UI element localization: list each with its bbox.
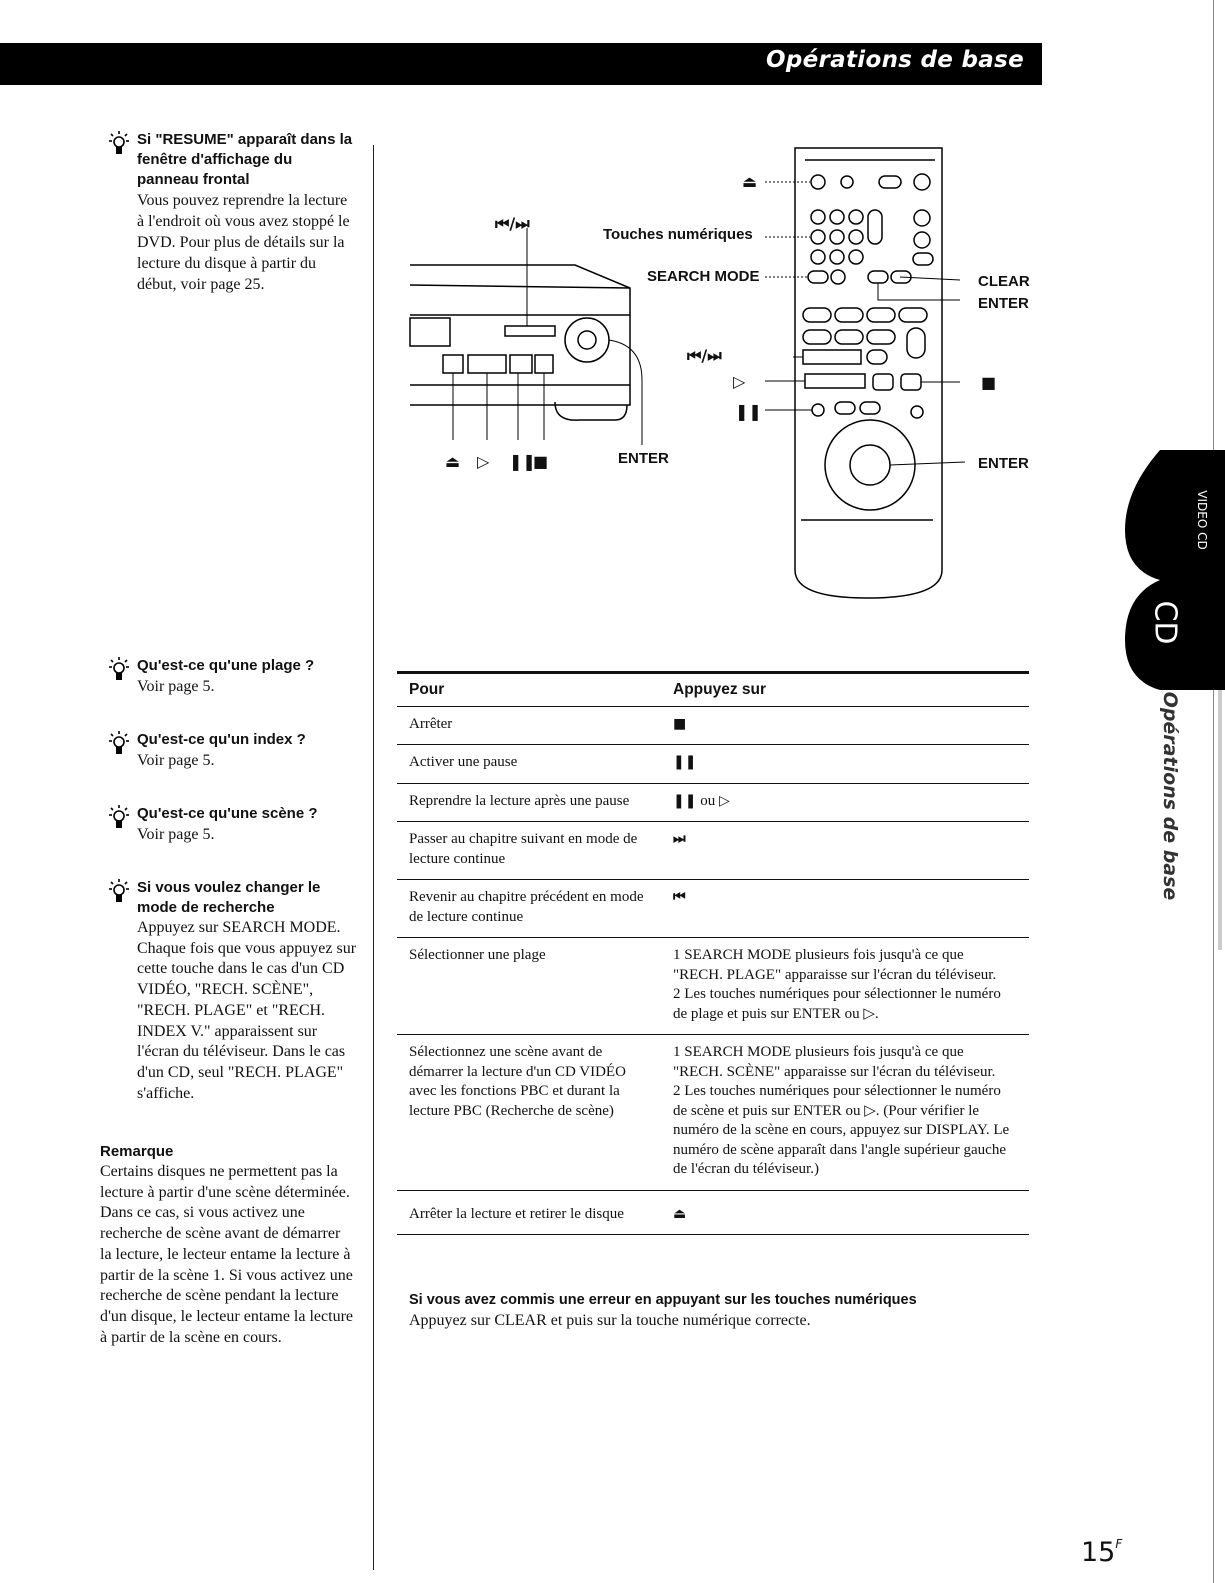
- step-1: 1 SEARCH MODE plusieurs fois jusqu'à ce que "RECH. SCÈNE" apparaisse sur l'écran du téléviseur.: [673, 1044, 996, 1080]
- lightbulb-icon: [108, 878, 130, 904]
- pause-icon: ❚❚: [735, 402, 762, 421]
- play-icon: ▷: [718, 792, 730, 809]
- error-note-title: Si vous avez commis une erreur en appuyant sur les touches numériques: [409, 1292, 917, 1308]
- tip-title: Qu'est-ce qu'une plage ?: [137, 657, 315, 674]
- step-2: 2 Les touches numériques pour sélectionner le numéro de scène et puis sur ENTER ou ▷. (Pour vérifier le numéro de la scène en cours, appuyez sur DISPLAY. Le numéro de scène apparaît dans l'angle supérieur gauche de l'écran du téléviseur.): [673, 1083, 1010, 1177]
- numeric-keys-label: Touches numériques: [603, 226, 753, 243]
- or-text: ou: [696, 792, 719, 809]
- remark-title: Remarque: [100, 1143, 174, 1160]
- lightbulb-icon: [108, 656, 130, 682]
- row-action: Revenir au chapitre précédent en mode de lecture continue: [409, 889, 644, 925]
- table-row: [397, 783, 1029, 822]
- row-action: Arrêter la lecture et retirer le disque: [409, 1205, 624, 1222]
- row-action: Arrêter: [409, 715, 453, 732]
- row-action: Sélectionnez une scène avant de démarrer la lecture d'un CD VIDÉO avec les fonctions PBC et durant la lecture PBC (Recherche de scène): [409, 1044, 626, 1119]
- column-divider: [373, 145, 374, 1570]
- table-header-row: [397, 673, 1029, 707]
- table-row: [397, 1035, 1029, 1191]
- table-row: [397, 880, 1029, 938]
- tip-text: Appuyez sur SEARCH MODE. Chaque fois que vous appuyez sur cette touche dans le cas d'un CD VIDÉO, "RECH. SCÈNE", "RECH. PLAGE" et "RECH. INDEX V." apparaissent sur l'écran du téléviseur. Dans le cas d'un CD, seul "RECH. PLAGE" s'affiche.: [137, 919, 357, 1102]
- front-eject-icon: ⏏: [445, 452, 461, 471]
- row-action: Sélectionner une plage: [409, 947, 546, 963]
- vertical-section-label: Opérations de base: [1159, 691, 1181, 901]
- tip-scene: [108, 804, 358, 845]
- page-number-value: 15: [1081, 1537, 1116, 1568]
- row-action: Passer au chapitre suivant en mode de lecture continue: [409, 831, 638, 867]
- table-row: [397, 1190, 1029, 1235]
- previous-icon: ⏮: [673, 889, 686, 905]
- skip-buttons-label: ⏮/⏭: [495, 214, 530, 233]
- tip-text: Vous pouvez reprendre la lecture à l'endroit où vous avez stoppé le DVD. Pour plus de détails sur la lecture du disque à partir du début, voir page 25.: [137, 192, 350, 293]
- lightbulb-icon: [108, 730, 130, 756]
- eject-icon: ⏏: [673, 1205, 687, 1222]
- clear-label: CLEAR: [978, 273, 1030, 290]
- header-bar: [0, 43, 1042, 85]
- lightbulb-icon: [108, 804, 130, 830]
- error-note: [409, 1290, 1049, 1331]
- tip-title: Si "RESUME" apparaît dans la fenêtre d'affichage du panneau frontal: [137, 131, 353, 188]
- side-section-tab: [1100, 450, 1225, 950]
- tip-title: Qu'est-ce qu'un index ?: [137, 731, 306, 748]
- tip-text: Voir page 5.: [137, 752, 215, 769]
- stop-icon: ■: [981, 373, 997, 392]
- error-note-text: Appuyez sur CLEAR et puis sur la touche numérique correcte.: [409, 1312, 811, 1329]
- remark-section: [100, 1142, 355, 1348]
- device-drawing: [405, 140, 1045, 610]
- search-mode-label: SEARCH MODE: [647, 268, 760, 285]
- front-play-icon: ▷: [477, 452, 490, 471]
- table-row: [397, 938, 1029, 1035]
- remark-text: Certains disques ne permettent pas la lecture à partir d'une scène déterminée. Dans ce cas, si vous activez une recherche de scène avant de démarrer la lecture, le lecteur entame la lecture à partir de la scène 1. Si vous activez une recherche de scène pendant la lecture d'un disque, le lecteur entame la lecture à partir de la scène en cours.: [100, 1163, 353, 1346]
- column-header-press: Appuyez sur: [673, 681, 767, 698]
- tip-text: Voir page 5.: [137, 678, 215, 695]
- table-row: [397, 706, 1029, 745]
- tip-title: Qu'est-ce qu'une scène ?: [137, 805, 318, 822]
- tip-search-mode: [108, 878, 358, 1104]
- row-action: Activer une pause: [409, 754, 518, 770]
- video-cd-tab-label: VIDEO CD: [1195, 490, 1209, 550]
- cd-tab-label: CD: [1147, 600, 1183, 645]
- pause-icon: ❚❚: [673, 754, 697, 770]
- pause-icon: ❚❚: [673, 792, 697, 809]
- tip-title: Si vous voulez changer le mode de recherche: [137, 879, 321, 916]
- remote-skip-label: ⏮/⏭: [687, 346, 722, 365]
- tip-plage: [108, 656, 358, 697]
- row-action: Reprendre la lecture après une pause: [409, 792, 630, 809]
- column-header-for: Pour: [409, 681, 445, 698]
- operations-table: [397, 671, 1029, 1235]
- tip-text: Voir page 5.: [137, 826, 215, 843]
- stop-icon: ■: [673, 715, 687, 732]
- page-title: Opérations de base: [766, 47, 1024, 73]
- table-row: [397, 822, 1029, 880]
- step-2: 2 Les touches numériques pour sélectionner le numéro de plage et puis sur ENTER ou ▷.: [673, 986, 1001, 1022]
- play-icon: ▷: [733, 372, 746, 391]
- page-number: [1081, 1537, 1122, 1568]
- enter-label-jog: ENTER: [978, 455, 1029, 472]
- player-remote-illustration: [405, 140, 1045, 610]
- enter-label-player: ENTER: [618, 450, 669, 467]
- eject-icon: ⏏: [742, 172, 758, 191]
- front-pause-icon: ❚❚: [509, 452, 536, 471]
- enter-label-right: ENTER: [978, 295, 1029, 312]
- step-1: 1 SEARCH MODE plusieurs fois jusqu'à ce que "RECH. PLAGE" apparaisse sur l'écran du téléviseur.: [673, 947, 997, 983]
- tip-resume: [108, 130, 358, 295]
- lightbulb-icon: [108, 130, 130, 156]
- table-row: [397, 745, 1029, 784]
- front-stop-icon: ■: [533, 452, 549, 471]
- page-language-suffix: F: [1115, 1537, 1123, 1551]
- tip-index: [108, 730, 358, 771]
- next-icon: ⏭: [673, 831, 686, 847]
